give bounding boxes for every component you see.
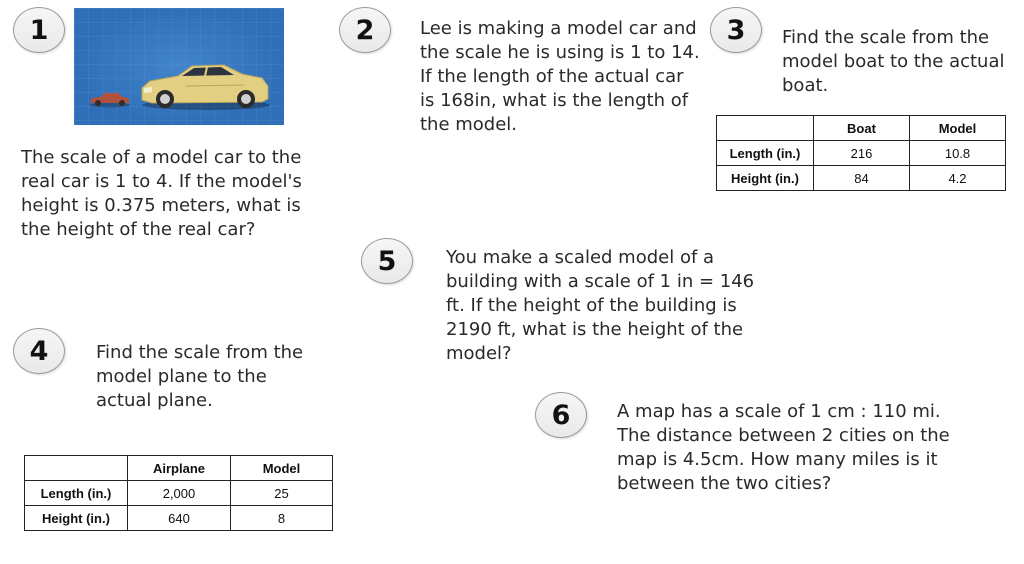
table-cell: 2,000 — [128, 481, 231, 506]
table-row-header: Height (in.) — [25, 506, 128, 531]
small-car-icon — [90, 93, 130, 108]
problem-number-badge-6: 6 — [535, 392, 587, 438]
problem-4-text: Find the scale from the model plane to the actual plane. — [96, 342, 304, 411]
problem-2-text: Lee is making a model car and the scale he is using is 1 to 14. If the length of the actual car is 168in, what is the length of the model. — [420, 18, 700, 135]
problem-6-text: A map has a scale of 1 cm : 110 mi. The distance between 2 cities on the map is 4.5cm. How many miles is it between the two cities? — [617, 401, 950, 494]
table-header-cell — [25, 456, 128, 481]
table-header-cell: Boat — [814, 116, 910, 141]
table-header-row — [25, 456, 333, 481]
problem-1-text: The scale of a model car to the real car is 1 to 4. If the model's height is 0.375 meters, what is the height of the real car? — [21, 147, 302, 240]
problem-number-badge-3: 3 — [710, 7, 762, 53]
table-header-cell — [717, 116, 814, 141]
table-row — [25, 506, 333, 531]
table-row-header: Height (in.) — [717, 166, 814, 191]
table-row — [717, 141, 1006, 166]
table-row — [717, 166, 1006, 191]
car-icon — [74, 8, 284, 125]
table-header-row — [717, 116, 1006, 141]
problem-number-badge-2: 2 — [339, 7, 391, 53]
table-cell: 8 — [231, 506, 333, 531]
table-row — [25, 481, 333, 506]
table-cell: 216 — [814, 141, 910, 166]
problem-number-badge-4: 4 — [13, 328, 65, 374]
table-cell: 84 — [814, 166, 910, 191]
table-cell: 25 — [231, 481, 333, 506]
table-cell: 4.2 — [910, 166, 1006, 191]
table-cell: 10.8 — [910, 141, 1006, 166]
table-header-cell: Model — [231, 456, 333, 481]
boat-table — [716, 115, 1006, 191]
model-car-illustration — [74, 8, 284, 125]
table-row-header: Length (in.) — [25, 481, 128, 506]
large-car-icon — [142, 65, 270, 110]
table-header-cell: Model — [910, 116, 1006, 141]
table-cell: 640 — [128, 506, 231, 531]
problem-5-text: You make a scaled model of a building with a scale of 1 in = 146 ft. If the height of the building is 2190 ft, what is the height of the model? — [446, 247, 755, 364]
problem-3-text: Find the scale from the model boat to the actual boat. — [782, 27, 1005, 96]
table-row-header: Length (in.) — [717, 141, 814, 166]
problem-number-badge-1: 1 — [13, 7, 65, 53]
problem-number-badge-5: 5 — [361, 238, 413, 284]
airplane-table — [24, 455, 333, 531]
table-header-cell: Airplane — [128, 456, 231, 481]
